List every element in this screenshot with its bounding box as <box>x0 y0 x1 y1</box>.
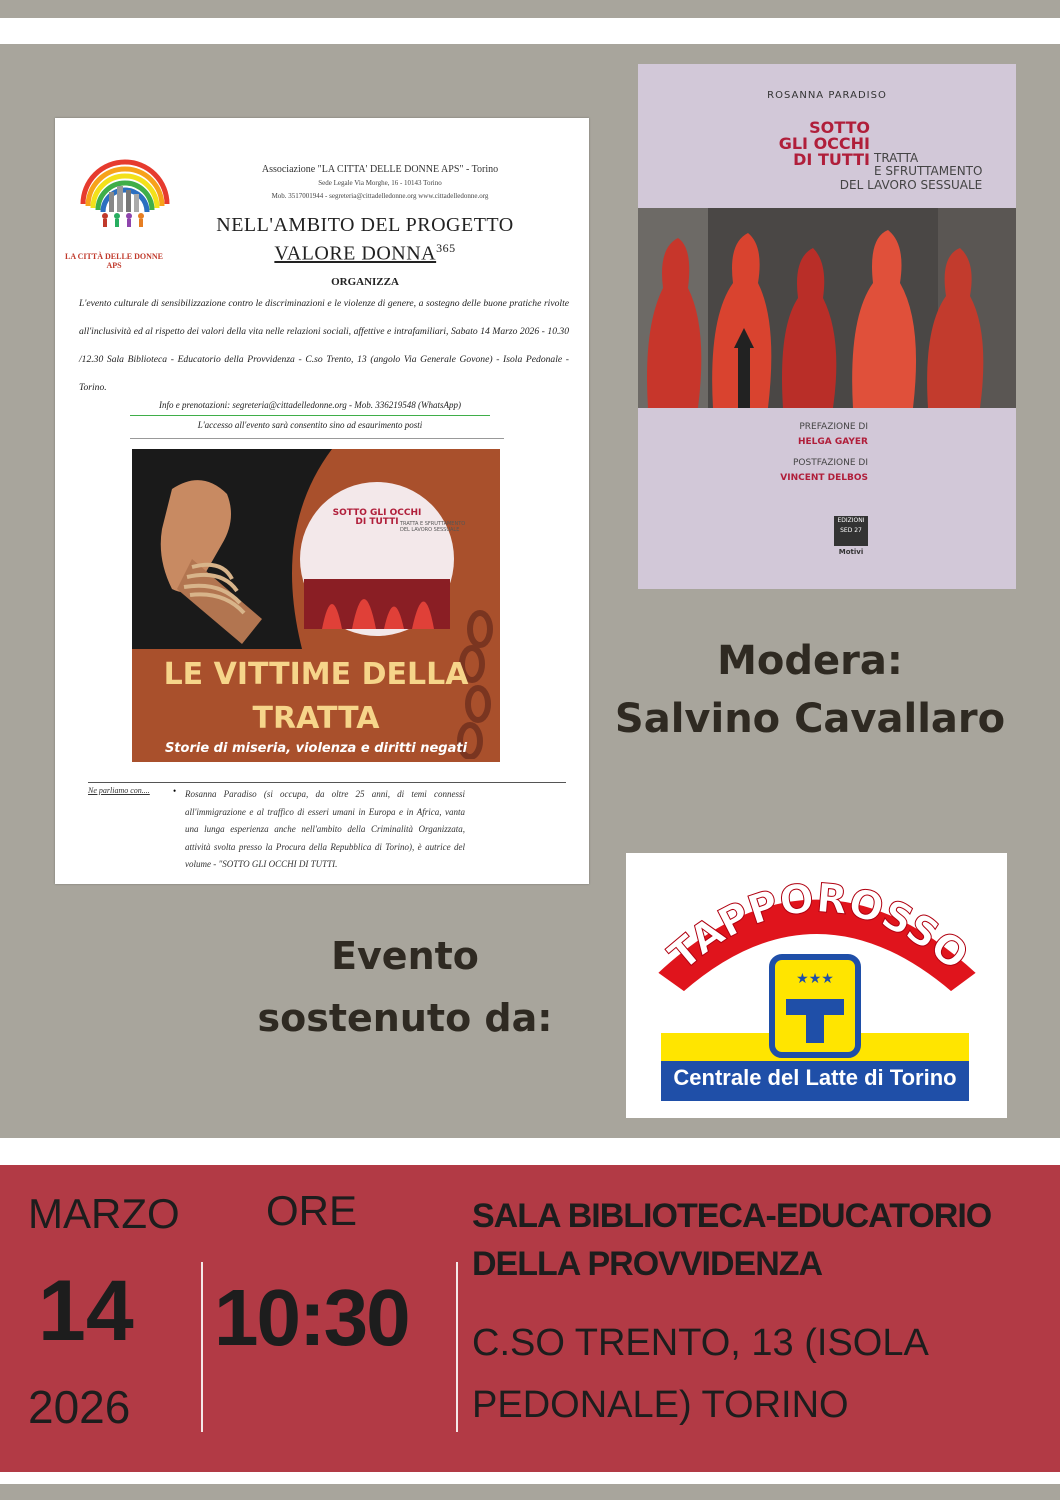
moderator-name: Salvino Cavallaro <box>614 696 1006 742</box>
project-title-line1: NELL'AMBITO DEL PROGETTO <box>216 214 514 236</box>
stars-icon: ★★★ <box>796 971 834 987</box>
sponsor-brand-text: TAPPOROSSO <box>660 875 977 980</box>
divider-date-time <box>201 1262 203 1432</box>
book-title <box>722 120 870 168</box>
city-of-women-logo <box>75 152 175 252</box>
divider-time-venue <box>456 1262 458 1432</box>
moderator-label: Modera: <box>717 638 903 684</box>
address-line2: PEDONALE) TORINO <box>472 1384 849 1426</box>
project-title <box>165 214 565 266</box>
project-title-line2: VALORE DONNA <box>274 242 437 265</box>
afterword-label: POSTFAZIONE DI <box>793 458 868 468</box>
top-border-strip <box>0 18 1060 44</box>
moderator-block <box>600 632 1020 748</box>
bound-hands-illustration <box>132 449 500 649</box>
book-title-line1: SOTTO <box>809 118 870 137</box>
info-line: Info e prenotazioni: segreteria@cittadelledonne.org - Mob. 336219548 (WhatsApp) <box>159 400 461 410</box>
project-superscript: 365 <box>436 241 456 255</box>
flyer-divider <box>130 438 504 439</box>
book-subtitle-a: TRATTA <box>874 151 919 165</box>
sponsor-logo <box>626 853 1007 1118</box>
band-top-strip <box>0 1138 1060 1165</box>
access-note: L'accesso all'evento sarà consentito sino ad esaurimento posti <box>197 420 423 430</box>
event-month: MARZO <box>28 1190 180 1237</box>
mini-book-title: SOTTO GLI OCCHI DI TUTTI <box>332 508 422 527</box>
footer-rule <box>88 782 566 783</box>
ne-parliamo-label: Ne parliamo con.... <box>88 786 150 795</box>
mini-book-subtitle: TRATTA E SFRUTTAMENTO DEL LAVORO SESSUALE <box>400 521 466 533</box>
afterword-author: VINCENT DELBOS <box>780 473 868 483</box>
venue-line1: SALA BIBLIOTECA-EDUCATORIO <box>472 1197 992 1235</box>
book-cover <box>638 64 1016 589</box>
event-flyer <box>55 118 589 884</box>
book-subtitle-c: DEL LAVORO SESSUALE <box>839 178 983 192</box>
banner-headline-line2: TRATTA <box>252 701 380 736</box>
event-time: 10:30 <box>214 1273 409 1362</box>
series-name: Motivi <box>838 548 864 556</box>
association-contacts: Mob. 3517001944 - segreteria@cittadelledonne.org www.cittadelledonne.org <box>271 192 489 200</box>
book-subtitle-b: E SFRUTTAMENTO <box>874 164 983 178</box>
sponsor-tagline: Centrale del Latte di Torino <box>673 1065 957 1090</box>
banner-tagline: Storie di miseria, violenza e diritti negati <box>164 741 468 756</box>
address-line1: C.SO TRENTO, 13 (ISOLA <box>472 1322 929 1364</box>
book-author: ROSANNA PARADISO <box>767 90 887 101</box>
trafficking-victims-banner <box>132 449 500 762</box>
venue-address <box>472 1312 1052 1436</box>
book-title-line3: DI TUTTI <box>793 150 870 169</box>
event-description: L'evento culturale di sensibilizzazione contro le discriminazioni e le violenze di genere, a sostegno delle buone pratiche rivolte all'inclusività ed al rispetto dei valori della vita nelle relazioni sociali, affettive e intrafamiliari, Sabato 14 Marzo 2026 - 10.30 /12.30 Sala Biblioteca - Educatorio della Provvidenza - C.so Trento, 13 (angolo Via Generale Govone) - Isola Pedonale - Torino. <box>79 298 569 393</box>
event-day: 14 <box>38 1263 134 1359</box>
bullet-icon: • <box>173 786 177 796</box>
book-title-line2: GLI OCCHI <box>778 134 870 153</box>
info-underline <box>130 415 490 416</box>
publisher-logo: EDIZIONI SED 27 <box>834 516 868 546</box>
supported-by-line2: sostenuto da: <box>257 996 553 1040</box>
supported-by-block <box>230 925 580 1049</box>
venue-name <box>472 1192 1052 1288</box>
banner-headline-line1: LE VITTIME DELLA <box>163 657 469 692</box>
venue-line2: DELLA PROVVIDENZA <box>472 1245 823 1283</box>
preface-author: HELGA GAYER <box>798 437 868 447</box>
band-bottom-strip <box>0 1472 1060 1484</box>
organizza-label: ORGANIZZA <box>331 276 399 288</box>
book-subtitle <box>874 152 982 178</box>
association-name: Associazione "LA CITTA' DELLE DONNE APS" - Torino <box>261 164 499 175</box>
book-cover-painting <box>638 208 1016 408</box>
association-address: Sede Legale Via Morghe, 16 - 10143 Torino <box>318 179 442 187</box>
silhouettes-illustration <box>638 208 1016 408</box>
speaker-bio: Rosanna Paradiso (si occupa, da oltre 25 anni, di temi connessi all'immigrazione e al traffico di esseri umani in Europa e in Africa, vanta una lunga esperienza anche nell'ambito della Criminalità Organizzata, attività svolta presso la Procura della Repubblica di Torino), è autrice del volume - "SOTTO GLI OCCHI DI TUTTI. <box>185 789 465 869</box>
supported-by-line1: Evento <box>331 934 479 978</box>
event-year: 2026 <box>28 1381 131 1433</box>
preface-label: PREFAZIONE DI <box>799 422 868 432</box>
logo-caption: LA CITTÀ DELLE DONNE APS <box>64 252 164 270</box>
book-credits <box>738 420 868 486</box>
banner-headline <box>132 653 500 741</box>
time-label: ORE <box>266 1187 358 1234</box>
